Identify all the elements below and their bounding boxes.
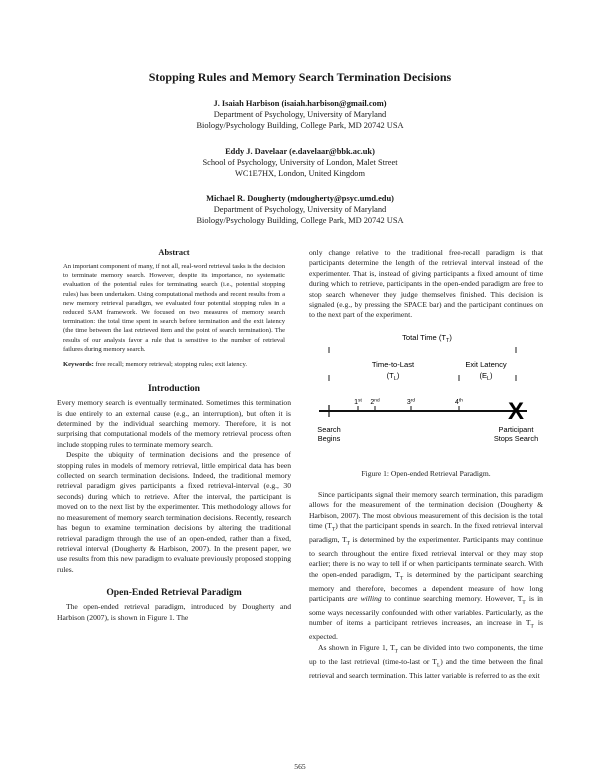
abstract-heading: Abstract (158, 248, 190, 257)
search-begins-label: Search (317, 424, 341, 434)
paragraph: Despite the ubiquity of termination decisions and the presence of stopping rules in models of memory retrieval, little empirical data has been collected on search termination decisions. Indeed, the traditional memory retrieval paradigm gives participants a fixed retrieval-interval (e.g., 30 seconds) during which to retrieve. After the interval, the participant is moved on to the next list by the experimenter. This methodology allows for no measurement of memory search termination decisions. Recently, research has begun to examine termination decisions by altering the traditional retrieval paradigm through the use of an open-ended, rather than a fixed, retrieval interval (Dougherty & Harbison, 2007). In the present paper, we use results from this new paradigm to evaluate previously proposed stopping rules. (57, 450, 291, 574)
paper-title: Stopping Rules and Memory Search Termination Decisions (148, 70, 452, 84)
stop-x-mark: X (507, 397, 525, 425)
author-block-3 (0, 193, 600, 226)
left-column (57, 248, 291, 623)
right-column (309, 248, 543, 681)
author-affiliation: Department of Psychology, University of Maryland (213, 110, 387, 119)
keywords (57, 360, 291, 369)
exit-latency-symbol: $(E_L)$ (479, 370, 493, 382)
total-time-label: Total Time $(T_T)$ (402, 332, 452, 344)
abstract-text: An important component of many, if not all, real-word retrieval tasks is the decision to terminate memory search. However, despite its importance, no systematic evaluation of the potential rules for terminating search (i.e., potential stopping rules) has been undertaken. Using computational methods and recent results from a new memory retrieval paradigm, we evaluated four potential stopping rules in a reduced SAM framework. We focused on two measures of memory search termination: the total time spent in search before termination and the exit latency (the time between the last retrieved item and the point of search termination). The results of our analysis favor a rule that is sensitive to the number of retrieval failures during memory search. (63, 263, 285, 353)
figure-1-diagram (309, 327, 543, 463)
keywords-list: free recall; memory retrieval; stopping rules; exit latency. (93, 361, 247, 369)
participant-stops-label: Stops Search (493, 433, 539, 443)
retrieval-label-2: 2nd (370, 398, 380, 406)
author-affiliation: Biology/Psychology Building, College Park, MD 20742 USA (196, 121, 404, 130)
figure-caption: Figure 1: Open-ended Retrieval Paradigm. (361, 468, 491, 478)
exit-latency-label: Exit Latency (465, 359, 507, 369)
author-affiliation: WC1E7HX, London, United Kingdom (234, 169, 366, 178)
open-ended-heading: Open-Ended Retrieval Paradigm (106, 587, 242, 599)
paragraph: Every memory search is eventually terminated. Sometimes this termination is due entirely to an external cause (e.g., an interruption), but often it is determined by the individual searching memory. Therefore, it is not surprising that computational models of the memory retrieval process often include stopping rules to terminate memory search. (57, 398, 291, 449)
introduction-body (57, 398, 291, 575)
author-name: Michael R. Dougherty (mdougherty@psyc.umd.edu) (206, 194, 394, 203)
author-affiliation: Department of Psychology, University of Maryland (213, 205, 387, 214)
author-name: Eddy J. Davelaar (e.davelaar@bbk.ac.uk) (225, 147, 375, 156)
paragraph (309, 248, 543, 321)
author-name: J. Isaiah Harbison (isaiah.harbison@gmail.com) (213, 99, 387, 108)
introduction-heading: Introduction (147, 383, 201, 395)
author-block-1 (0, 98, 600, 131)
keywords-label: Keywords: (63, 361, 94, 369)
participant-stops-label: Participant (498, 424, 534, 434)
paragraph: The open-ended retrieval paradigm, introduced by Dougherty and Harbison (2007), is shown in Figure 1. The (57, 602, 291, 622)
time-to-last-label: Time-to-Last (371, 359, 415, 369)
author-block-2 (0, 146, 600, 179)
paragraph: Since participants signal their memory search termination, this paradigm allows for the measurement of the termination decision (Dougherty & Harbison, 2007). The most obvious measurement of this decision is the total time $(T_T)$ that the participant spends in search. In the fixed retrieval interval paradigm, $T_T$ is determined by the experimenter. Participants may continue to search throughout the entire fixed retrieval interval or they may stop earlier; there is no way to tell if or when participants terminate search. With the open-ended paradigm, $T_T$ is determined by the participant searching memory and therefore, becomes a dependent measure of how long participants are willing to continue searching memory. However, $T_T$ is in some ways necessarily confounded with other variables. Particularly, as the number of items a participant retrieves increases, an increase in $T_T$ is expected. (309, 489, 544, 642)
retrieval-label-4: 4th (455, 398, 463, 406)
retrieval-label-3: 3rd (406, 398, 416, 406)
author-affiliation: Biology/Psychology Building, College Park, MD 20742 USA (196, 216, 404, 225)
search-begins-label: Begins (317, 433, 341, 443)
right-body (309, 490, 543, 681)
paragraph: As shown in Figure 1, $T_T$ can be divided into two components, the time up to the last retrieval (time-to-last or $T_L$) and the time between the final retrieval and search termination. This latter variable is referred to as the exit (309, 642, 543, 680)
author-affiliation: School of Psychology, University of London, Malet Street (202, 158, 398, 167)
page-number: 565 (294, 762, 306, 771)
open-ended-body (57, 602, 291, 623)
paragraph-text: only change relative to the traditional free-recall paradigm is that participants determine the length of the retrieval interval instead of the experimenter. That is, instead of giving participants a fixed amount of time during which to retrieve, participants in the open-ended paradigm are free to stop search whenever they judge themselves finished. This decision is signaled (e.g., by pressing the SPACE bar) and the participant continues on to the next part of the experiment. (309, 248, 543, 320)
retrieval-label-1: 1st (354, 398, 362, 406)
time-to-last-symbol: $(T_L)$ (386, 370, 400, 382)
